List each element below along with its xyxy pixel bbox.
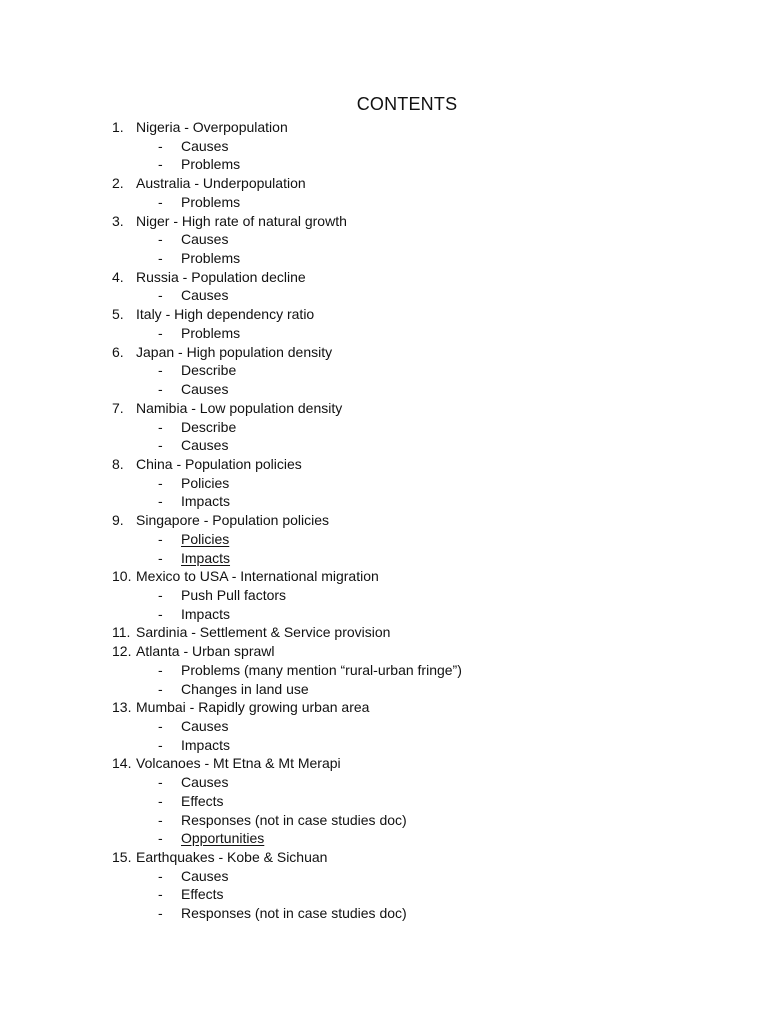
- contents-subitem: [0, 436, 768, 455]
- bullet-dash: -: [158, 437, 163, 454]
- bullet-dash: -: [158, 661, 163, 678]
- contents-subitem: [0, 829, 768, 848]
- item-topic: Earthquakes - Kobe & Sichuan: [136, 849, 328, 866]
- item-number: 11.: [112, 624, 131, 641]
- item-topic: Italy - High dependency ratio: [136, 306, 315, 323]
- bullet-dash: -: [158, 530, 163, 547]
- item-number: 9.: [112, 512, 124, 529]
- bullet-dash: -: [158, 736, 163, 753]
- bullet-dash: -: [158, 867, 163, 884]
- subitem-label: Problems: [181, 250, 241, 267]
- bullet-dash: -: [158, 137, 163, 154]
- subitem-label: Impacts: [181, 493, 231, 510]
- subitem-label: Opportunities: [181, 830, 265, 847]
- contents-item: [0, 642, 768, 661]
- subitem-label: Push Pull factors: [181, 586, 287, 603]
- contents-subitem: [0, 530, 768, 549]
- contents-item: [0, 623, 768, 642]
- subitem-label: Effects: [181, 792, 224, 809]
- subitem-label: Impacts: [181, 736, 231, 753]
- subitem-label: Problems: [181, 156, 241, 173]
- bullet-dash: -: [158, 156, 163, 173]
- contents-subitem: [0, 773, 768, 792]
- subitem-label: Changes in land use: [181, 680, 309, 697]
- item-topic: Sardinia - Settlement & Service provision: [136, 624, 391, 641]
- contents-item: [0, 305, 768, 324]
- item-number: 3.: [112, 212, 124, 229]
- item-number: 14.: [112, 755, 132, 772]
- item-topic: Australia - Underpopulation: [136, 175, 306, 192]
- item-number: 13.: [112, 699, 132, 716]
- contents-subitem: [0, 811, 768, 830]
- item-number: 5.: [112, 306, 124, 323]
- page-title: CONTENTS: [356, 94, 458, 114]
- contents-subitem: [0, 155, 768, 174]
- contents-subitem: [0, 324, 768, 343]
- item-number: 10.: [112, 568, 132, 585]
- contents-subitem: [0, 193, 768, 212]
- subitem-label: Causes: [181, 437, 229, 454]
- subitem-label: Effects: [181, 886, 224, 903]
- contents-subitem: [0, 137, 768, 156]
- item-number: 15.: [112, 849, 132, 866]
- subitem-label: Describe: [181, 362, 237, 379]
- subitem-label: Describe: [181, 418, 237, 435]
- contents-subitem: [0, 661, 768, 680]
- contents-subitem: [0, 380, 768, 399]
- contents-item: [0, 848, 768, 867]
- item-topic: Atlanta - Urban sprawl: [136, 643, 275, 660]
- contents-subitem: [0, 736, 768, 755]
- subitem-label: Causes: [181, 718, 229, 734]
- contents-subitem: [0, 361, 768, 380]
- bullet-dash: -: [158, 493, 163, 510]
- bullet-dash: -: [158, 680, 163, 697]
- subitem-label: Responses (not in case studies doc): [181, 811, 407, 828]
- contents-subitem: [0, 474, 768, 493]
- subitem-label: Policies: [181, 474, 230, 491]
- item-number: 6.: [112, 343, 124, 360]
- item-number: 7.: [112, 399, 124, 416]
- contents-list: [0, 118, 768, 923]
- bullet-dash: -: [158, 381, 163, 398]
- subitem-label: Causes: [181, 137, 229, 154]
- item-topic: Mumbai - Rapidly growing urban area: [136, 699, 370, 716]
- subitem-label: Responses (not in case studies doc): [181, 905, 407, 922]
- contents-subitem: [0, 549, 768, 568]
- contents-item: [0, 212, 768, 231]
- bullet-dash: -: [158, 774, 163, 791]
- item-topic: China - Population policies: [136, 455, 302, 472]
- bullet-dash: -: [158, 811, 163, 828]
- subitem-label: Problems (many mention “rural-urban fringe”): [181, 661, 462, 678]
- bullet-dash: -: [158, 287, 163, 304]
- item-number: 2.: [112, 175, 124, 192]
- contents-item: [0, 399, 768, 418]
- subitem-label: Problems: [181, 193, 241, 210]
- contents-item: [0, 268, 768, 287]
- item-topic: Mexico to USA - International migration: [136, 568, 379, 585]
- bullet-dash: -: [158, 905, 163, 922]
- bullet-dash: -: [158, 231, 163, 248]
- bullet-dash: -: [158, 193, 163, 210]
- bullet-dash: -: [158, 418, 163, 435]
- bullet-dash: -: [158, 605, 163, 622]
- contents-item: [0, 455, 768, 474]
- item-number: 8.: [112, 455, 124, 472]
- contents-item: [0, 118, 768, 137]
- bullet-dash: -: [158, 362, 163, 379]
- bullet-dash: -: [158, 586, 163, 603]
- contents-subitem: [0, 792, 768, 811]
- contents-subitem: [0, 680, 768, 699]
- bullet-dash: -: [158, 549, 163, 566]
- item-topic: Nigeria - Overpopulation: [136, 119, 288, 135]
- bullet-dash: -: [158, 718, 163, 734]
- item-topic: Volcanoes - Mt Etna & Mt Merapi: [136, 755, 341, 772]
- item-topic: Singapore - Population policies: [136, 512, 330, 529]
- bullet-dash: -: [158, 324, 163, 341]
- subitem-label: Problems: [181, 324, 241, 341]
- subitem-label: Policies: [181, 530, 230, 547]
- item-number: 12.: [112, 643, 132, 660]
- item-topic: Namibia - Low population density: [136, 399, 343, 416]
- contents-subitem: [0, 885, 768, 904]
- contents-item: [0, 754, 768, 773]
- bullet-dash: -: [158, 792, 163, 809]
- contents-subitem: [0, 249, 768, 268]
- subitem-label: Causes: [181, 381, 229, 398]
- contents-subitem: [0, 867, 768, 886]
- item-topic: Niger - High rate of natural growth: [136, 212, 347, 229]
- subitem-label: Causes: [181, 287, 229, 304]
- contents-item: [0, 698, 768, 717]
- contents-item: [0, 511, 768, 530]
- contents-subitem: [0, 492, 768, 511]
- item-topic: Japan - High population density: [136, 343, 333, 360]
- subitem-label: Causes: [181, 231, 229, 248]
- contents-item: [0, 174, 768, 193]
- contents-subitem: [0, 904, 768, 923]
- subitem-label: Impacts: [181, 549, 231, 566]
- contents-subitem: [0, 230, 768, 249]
- bullet-dash: -: [158, 250, 163, 267]
- item-number: 1.: [112, 119, 124, 135]
- contents-subitem: [0, 418, 768, 437]
- contents-subitem: [0, 286, 768, 305]
- bullet-dash: -: [158, 474, 163, 491]
- subitem-label: Impacts: [181, 605, 231, 622]
- contents-subitem: [0, 586, 768, 605]
- contents-subitem: [0, 605, 768, 624]
- contents-item: [0, 343, 768, 362]
- contents-subitem: [0, 717, 768, 736]
- item-topic: Russia - Population decline: [136, 268, 306, 285]
- subitem-label: Causes: [181, 774, 229, 791]
- bullet-dash: -: [158, 830, 163, 847]
- contents-item: [0, 567, 768, 586]
- subitem-label: Causes: [181, 867, 229, 884]
- item-number: 4.: [112, 268, 124, 285]
- bullet-dash: -: [158, 886, 163, 903]
